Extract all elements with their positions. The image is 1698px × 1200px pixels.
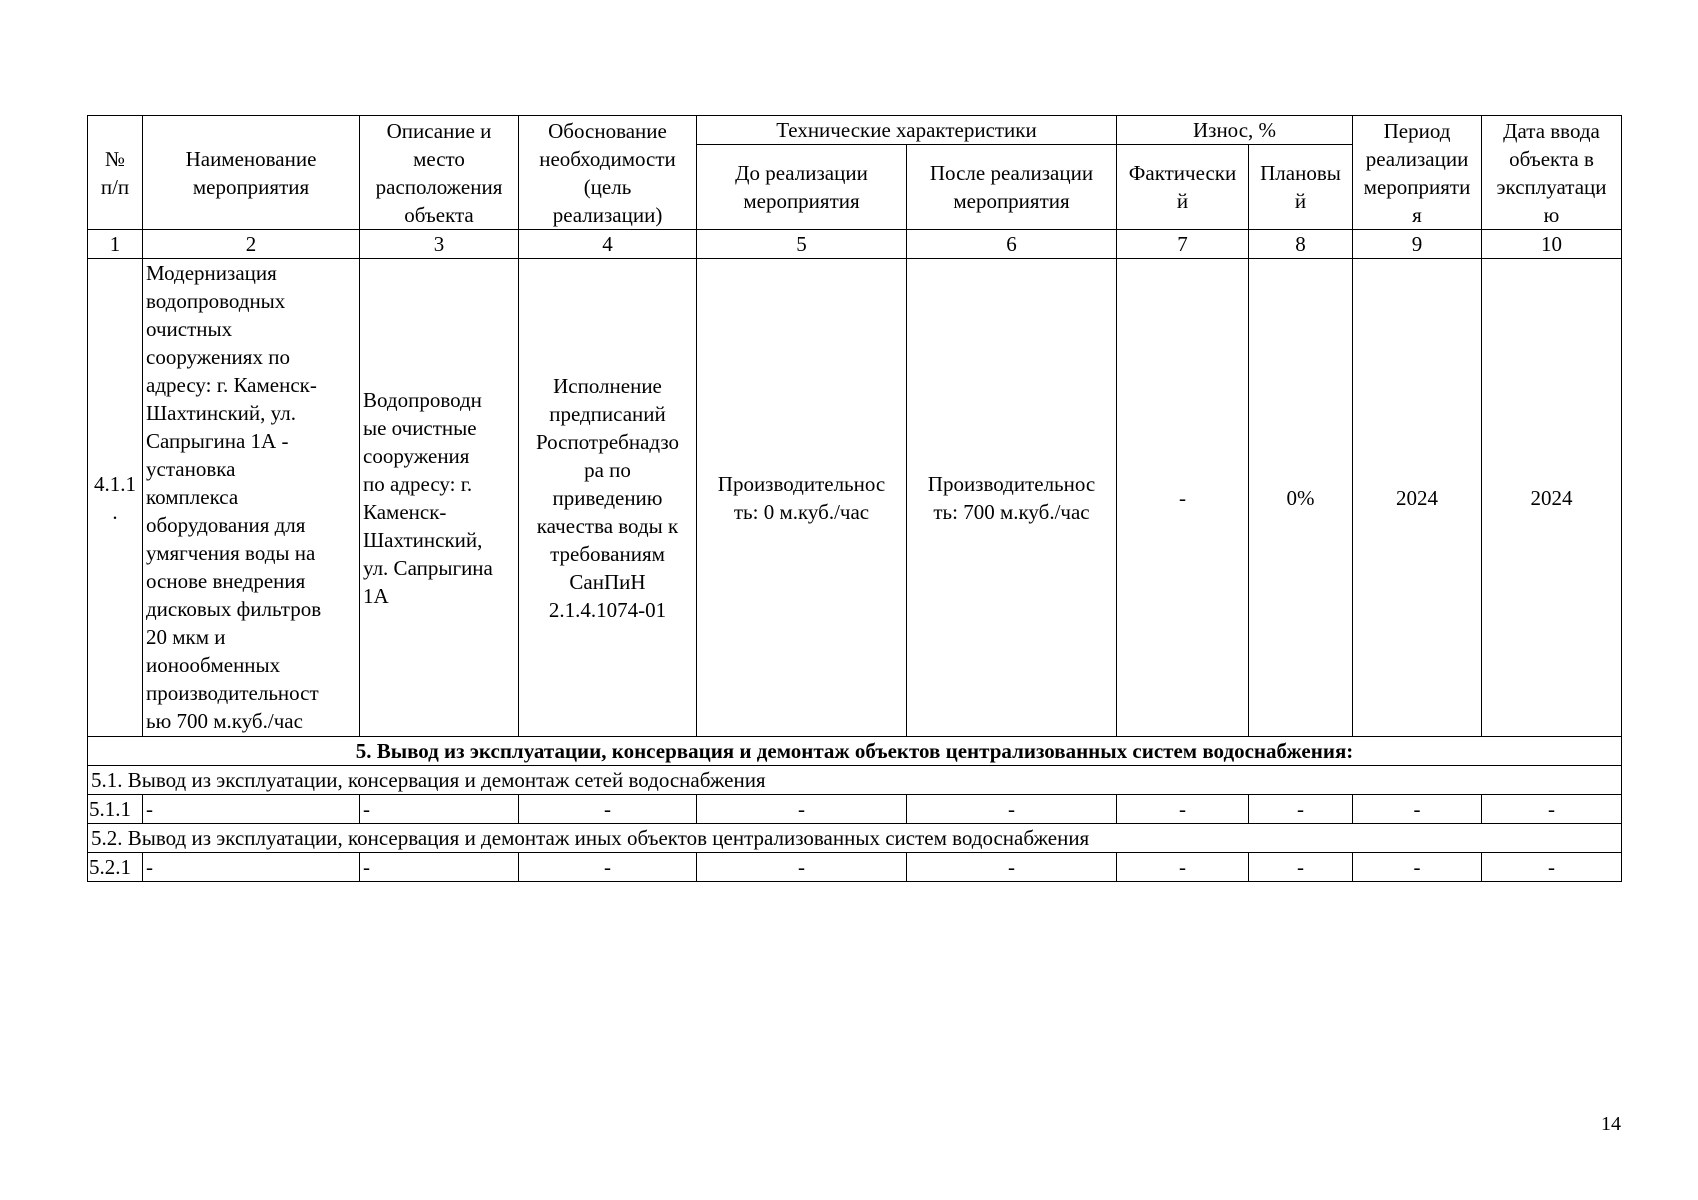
- table-row: [88, 259, 1622, 737]
- table-cell: -: [360, 795, 519, 824]
- table-cell: -: [1117, 853, 1249, 882]
- table-cell: -: [1249, 853, 1353, 882]
- row-description: Водопроводн ые очистные сооружения по адресу: г. Каменск- Шахтинский, ул. Сапрыгина 1А: [360, 259, 519, 737]
- row-name: Модернизация водопроводных очистных сооружениях по адресу: г. Каменск- Шахтинский, ул. Сапрыгина 1А - установка комплекса оборудования для умягчения воды на основе внедрения дисковых фильтров 20 мкм и ионообменных производительност ью 700 м.куб./час: [143, 259, 360, 737]
- header-reason: Обоснование необходимости (цель реализации): [519, 116, 697, 230]
- section-title: 5. Вывод из эксплуатации, консервация и демонтаж объектов централизованных систем водоснабжения:: [88, 737, 1622, 766]
- table-row: [88, 795, 1622, 824]
- table-cell: -: [697, 795, 907, 824]
- column-number: 10: [1482, 230, 1622, 259]
- subsection-row: [88, 824, 1622, 853]
- subsection-title: 5.2. Вывод из эксплуатации, консервация и демонтаж иных объектов централизованных систем водоснабжения: [88, 824, 1622, 853]
- table-cell: -: [907, 795, 1117, 824]
- column-number: 4: [519, 230, 697, 259]
- column-number: 2: [143, 230, 360, 259]
- header-name: Наименование мероприятия: [143, 116, 360, 230]
- table-cell: -: [1117, 795, 1249, 824]
- row-number: 5.2.1: [88, 853, 143, 882]
- table-cell: -: [360, 853, 519, 882]
- header-date: Дата ввода объекта в эксплуатаци ю: [1482, 116, 1622, 230]
- page-number: 14: [1601, 1113, 1621, 1135]
- table-cell: -: [907, 853, 1117, 882]
- table-cell: -: [143, 795, 360, 824]
- table-cell: -: [519, 853, 697, 882]
- table-cell: -: [1249, 795, 1353, 824]
- row-tech-before: Производительнос ть: 0 м.куб./час: [697, 259, 907, 737]
- section-row: [88, 737, 1622, 766]
- column-number: 7: [1117, 230, 1249, 259]
- table-cell: -: [1353, 795, 1482, 824]
- header-description: Описание и место расположения объекта: [360, 116, 519, 230]
- table-row: [88, 853, 1622, 882]
- column-number: 3: [360, 230, 519, 259]
- table-cell: -: [143, 853, 360, 882]
- table-cell: -: [1482, 795, 1622, 824]
- column-number: 5: [697, 230, 907, 259]
- header-tech: Технические характеристики: [697, 116, 1117, 145]
- table-cell: -: [519, 795, 697, 824]
- header-tech-before: До реализации мероприятия: [697, 145, 907, 230]
- column-number: 1: [88, 230, 143, 259]
- row-reason: Исполнение предписаний Роспотребнадзо ра по приведению качества воды к требованиям СанПиН 2.1.4.1074-01: [519, 259, 697, 737]
- column-number-row: [88, 230, 1622, 259]
- row-period: 2024: [1353, 259, 1482, 737]
- header-period: Период реализации мероприяти я: [1353, 116, 1482, 230]
- row-date: 2024: [1482, 259, 1622, 737]
- row-number: 4.1.1 .: [88, 259, 143, 737]
- row-wear-plan: 0%: [1249, 259, 1353, 737]
- column-number: 8: [1249, 230, 1353, 259]
- header-tech-after: После реализации мероприятия: [907, 145, 1117, 230]
- subsection-title: 5.1. Вывод из эксплуатации, консервация и демонтаж сетей водоснабжения: [88, 766, 1622, 795]
- table-cell: -: [1353, 853, 1482, 882]
- row-number: 5.1.1: [88, 795, 143, 824]
- column-number: 6: [907, 230, 1117, 259]
- header-wear-plan: Плановы й: [1249, 145, 1353, 230]
- header-row: [88, 116, 1622, 145]
- header-number: № п/п: [88, 116, 143, 230]
- table-cell: -: [697, 853, 907, 882]
- measures-table: [87, 115, 1622, 882]
- table-cell: -: [1482, 853, 1622, 882]
- header-wear-actual: Фактически й: [1117, 145, 1249, 230]
- column-number: 9: [1353, 230, 1482, 259]
- row-tech-after: Производительнос ть: 700 м.куб./час: [907, 259, 1117, 737]
- header-wear: Износ, %: [1117, 116, 1353, 145]
- subsection-row: [88, 766, 1622, 795]
- row-wear-actual: -: [1117, 259, 1249, 737]
